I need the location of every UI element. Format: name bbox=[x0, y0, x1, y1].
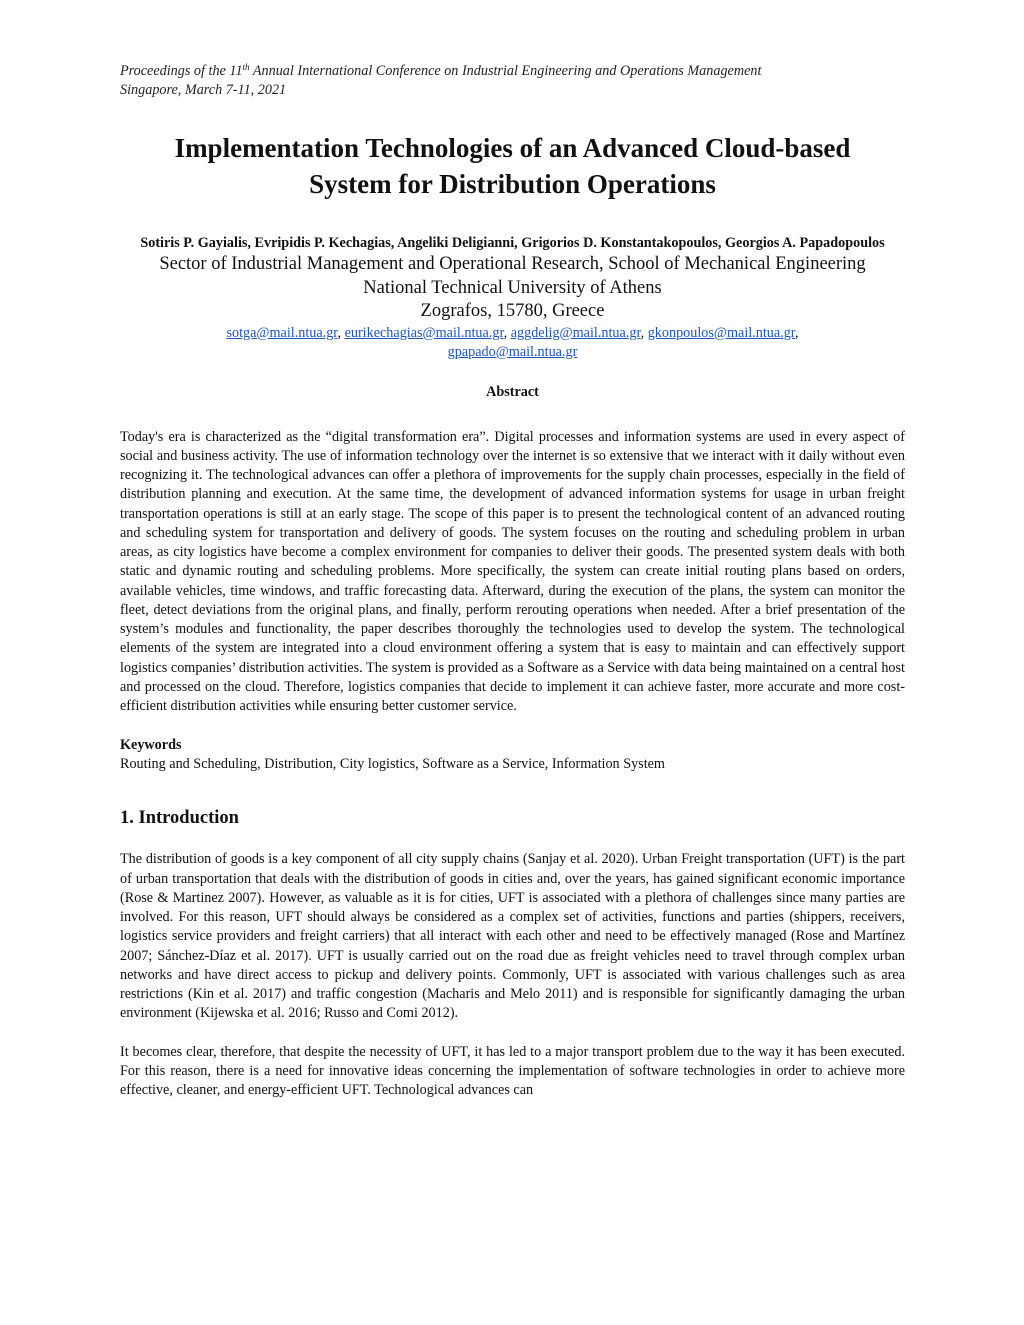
header-line-1: Proceedings of the 11th Annual International Conference on Industrial Engineering and Operations Management bbox=[120, 62, 762, 79]
affiliation: Sector of Industrial Management and Operational Research, School of Mechanical Engineering National Technical University of Athens Zografos, 15780, Greece bbox=[159, 254, 866, 321]
abstract-heading: Abstract bbox=[486, 383, 539, 400]
author-list: Sotiris P. Gayialis, Evripidis P. Kechagias, Angeliki Deligianni, Grigorios D. Konstantakopoulos, Georgios A. Papadopoulos bbox=[140, 235, 885, 251]
introduction-paragraph-2: It becomes clear, therefore, that despite the necessity of UFT, it has led to a major transport problem due to the way it has been executed. For this reason, there is a need for innovative ideas concerning the implementation of software technologies in order to achieve more effective, cleaner, and energy-efficient UFT. Technological advances can bbox=[120, 1043, 905, 1098]
proceedings-header bbox=[120, 62, 905, 100]
author-emails: sotga@mail.ntua.gr, eurikechagias@mail.ntua.gr, aggdelig@mail.ntua.gr, gkonpoulos@mail.ntua.gr, gpapado@mail.ntua.gr bbox=[226, 324, 799, 360]
email-link[interactable]: sotga@mail.ntua.gr bbox=[226, 324, 338, 341]
email-link[interactable]: gpapado@mail.ntua.gr bbox=[447, 343, 578, 360]
keywords-heading: Keywords bbox=[120, 737, 182, 754]
header-line-2: Singapore, March 7-11, 2021 bbox=[120, 82, 287, 98]
email-link[interactable]: eurikechagias@mail.ntua.gr bbox=[344, 324, 504, 341]
introduction-heading: 1. Introduction bbox=[120, 808, 239, 829]
paper-title: Implementation Technologies of an Advanced Cloud-based System for Distribution Operations bbox=[174, 133, 851, 199]
email-link[interactable]: aggdelig@mail.ntua.gr bbox=[510, 324, 641, 341]
email-link[interactable]: gkonpoulos@mail.ntua.gr bbox=[647, 324, 795, 341]
keywords-text: Routing and Scheduling, Distribution, City logistics, Software as a Service, Information System bbox=[120, 756, 665, 773]
paper-page bbox=[120, 0, 905, 1100]
introduction-paragraph-1: The distribution of goods is a key component of all city supply chains (Sanjay et al. 2020). Urban Freight transportation (UFT) is the part of urban transportation that deals with the distribution of goods in cities and, over the years, has gained significant economic importance (Rose & Martinez 2007). However, as valuable as it is for cities, UFT is associated with a plethora of challenges since many parties are involved. For this reason, UFT should always be considered as a complex set of activities, functions and parties (shippers, receivers, logistics service providers and freight carriers) that all interact with each other and need to be effectively managed (Rose and Martínez 2007; Sánchez-Díaz et al. 2017). UFT is usually carried out on the road due as freight vehicles need to travel through complex urban networks and have direct access to pickup and delivery points. Commonly, UFT is associated with various challenges such as area restrictions (Kin et al. 2017) and traffic congestion (Macharis and Melo 2011) and is responsible for significantly damaging the urban environment (Kijewska et al. 2016; Russo and Comi 2012). bbox=[120, 851, 905, 1022]
abstract-text: Today's era is characterized as the “digital transformation era”. Digital processes and information systems are used in every aspect of social and business activity. The use of information technology over the internet is so extensive that we interact with it daily without even recognizing it. The technological advances can offer a plethora of improvements for the supply chain processes, especially in the field of distribution planning and execution. At the same time, the development of advanced information systems for usage in urban freight transportation operations is still at an early stage. The scope of this paper is to present the technological content of an advanced routing and scheduling system for transportation and delivery of goods. The system focuses on the routing and scheduling problem in urban areas, as city logistics have become a complex environment for companies to deliver their goods. The presented system deals with both static and dynamic routing and scheduling problems. More specifically, the system can create initial routing plans based on orders, available vehicles, time windows, and traffic forecasting data. Afterward, during the execution of the plans, the system can monitor the fleet, detect deviations from the original plans, and finally, perform rerouting operations when needed. After a brief presentation of the system’s modules and functionality, the paper describes thoroughly the technologies used to develop the system. The technological elements of the system are integrated into a cloud environment offering a system that is easy to maintain and can effectively support logistics companies’ distribution activities. The system is provided as a Software as a Service with data being maintained on a central host and processed on the cloud. Therefore, logistics companies that decide to implement it can achieve faster, more accurate and more cost-efficient distribution activities while ensuring better customer service. bbox=[120, 428, 905, 714]
